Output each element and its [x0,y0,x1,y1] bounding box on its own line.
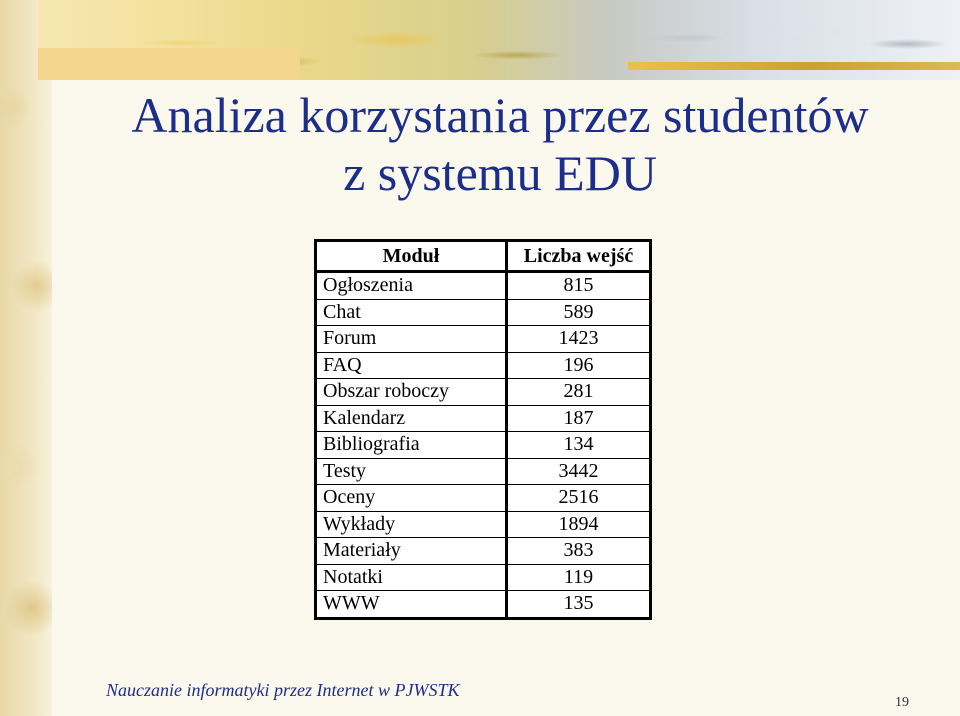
decorative-flowers-right [618,8,958,68]
entry-count-cell: 2516 [507,485,651,512]
slide-footer: Nauczanie informatyki przez Internet w PJWSTK [106,680,460,700]
entry-count-cell: 281 [507,379,651,406]
table-row [316,432,651,459]
module-name-cell: FAQ [316,352,507,379]
module-name-cell: Bibliografia [316,432,507,459]
table-header-row [316,241,651,272]
table-row [316,511,651,538]
entry-count-cell: 383 [507,538,651,565]
module-name-cell: Testy [316,458,507,485]
slide-title-line1: Analiza korzystania przez studentów [131,87,869,143]
page-number: 19 [895,695,909,710]
module-name-cell: WWW [316,591,507,619]
module-name-cell: Oceny [316,485,507,512]
slide-title [60,86,940,202]
table-row [316,326,651,353]
module-name-cell: Chat [316,299,507,326]
table-row [316,564,651,591]
module-name-cell: Ogłoszenia [316,272,507,300]
decorative-gold-line [628,62,960,70]
column-header-count: Liczba wejść [507,241,651,272]
entry-count-cell: 815 [507,272,651,300]
table-row [316,458,651,485]
table-row [316,538,651,565]
entry-count-cell: 196 [507,352,651,379]
module-name-cell: Forum [316,326,507,353]
decorative-top-banner [38,0,960,80]
decorative-left-strip [0,0,52,716]
decorative-yellow-bar [38,48,300,80]
slide-title-line2: z systemu EDU [343,145,657,201]
column-header-module: Moduł [316,241,507,272]
table-row [316,591,651,619]
module-name-cell: Wykłady [316,511,507,538]
module-usage-table [314,239,652,620]
table-row [316,352,651,379]
entry-count-cell: 134 [507,432,651,459]
entry-count-cell: 187 [507,405,651,432]
table-row [316,405,651,432]
table-row [316,272,651,300]
module-name-cell: Obszar roboczy [316,379,507,406]
entry-count-cell: 135 [507,591,651,619]
entry-count-cell: 589 [507,299,651,326]
entry-count-cell: 119 [507,564,651,591]
module-name-cell: Kalendarz [316,405,507,432]
entry-count-cell: 1423 [507,326,651,353]
module-name-cell: Materiały [316,538,507,565]
table-row [316,485,651,512]
entry-count-cell: 3442 [507,458,651,485]
module-name-cell: Notatki [316,564,507,591]
table-row [316,379,651,406]
table-row [316,299,651,326]
entry-count-cell: 1894 [507,511,651,538]
